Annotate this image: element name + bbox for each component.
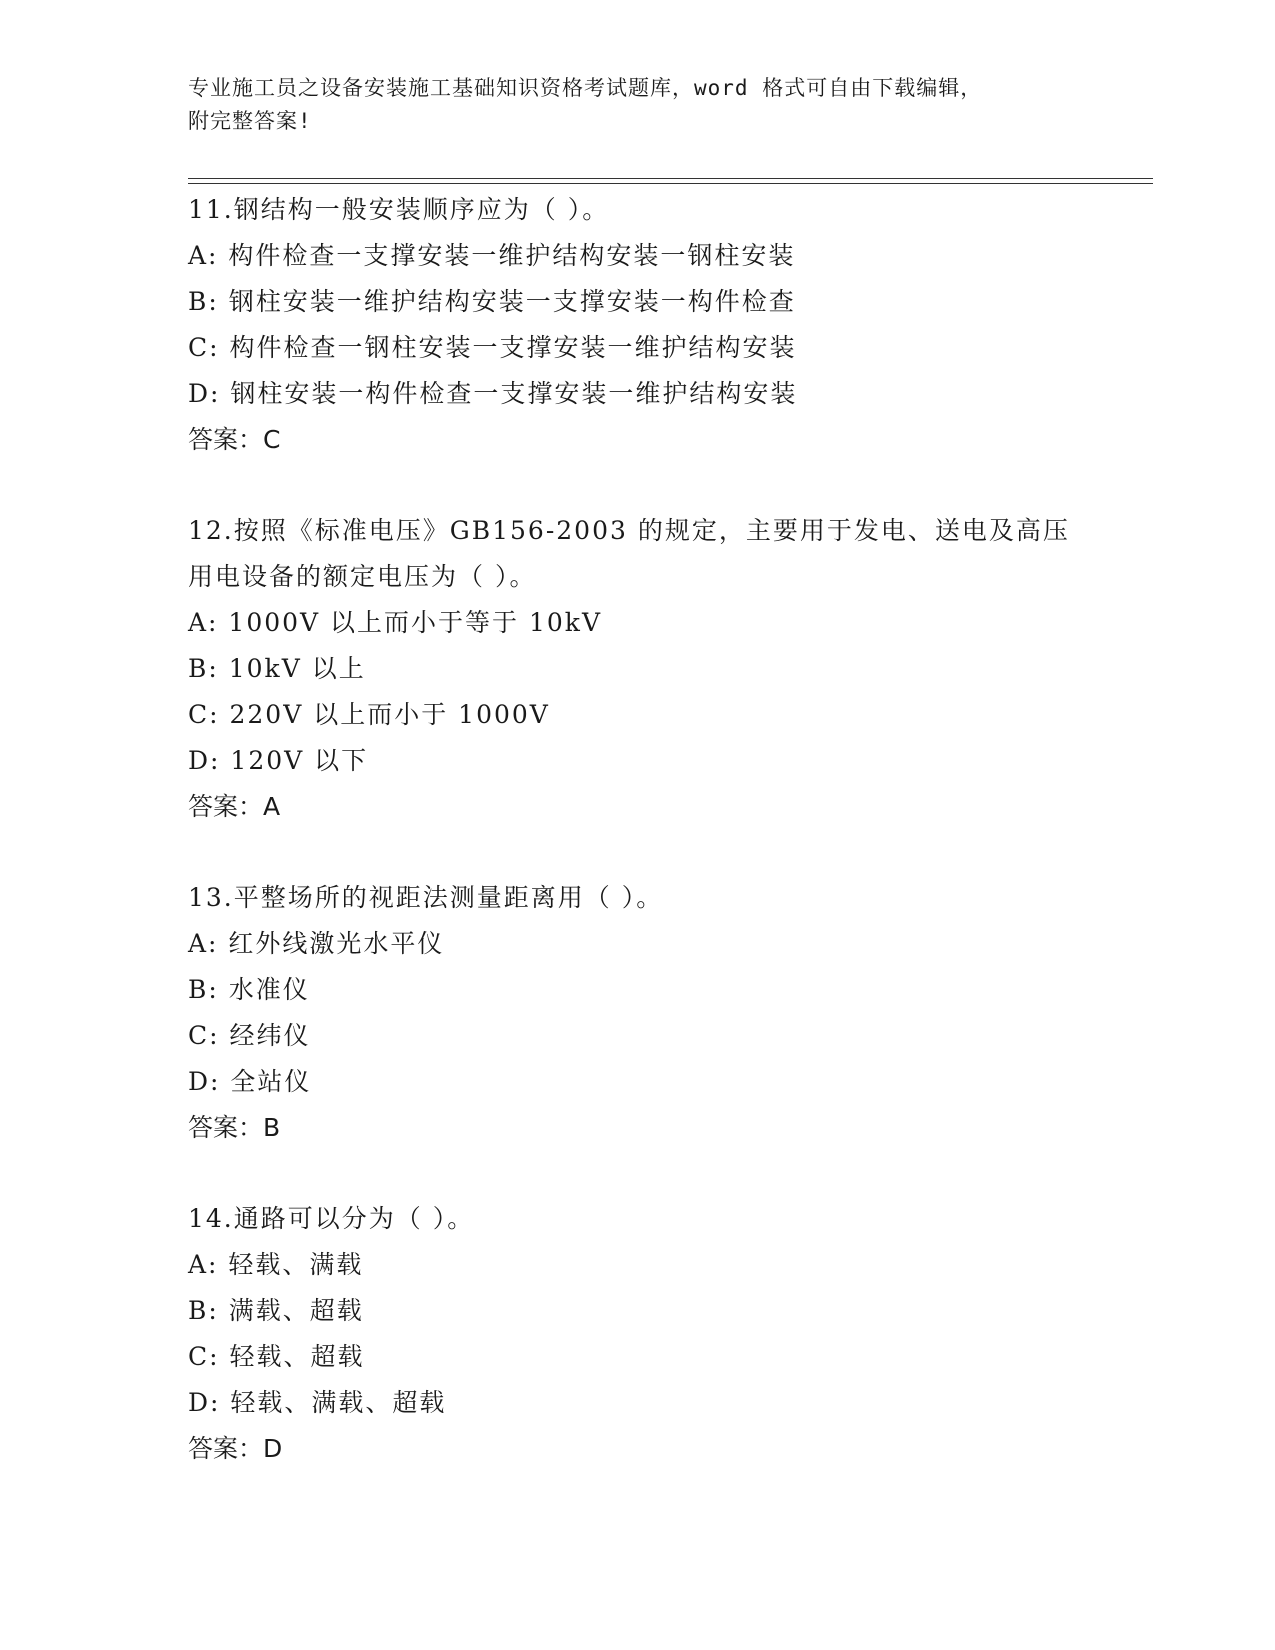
answer-line: 答案：D <box>188 1434 283 1463</box>
header-divider-bottom <box>188 183 1153 184</box>
option-d: D: 轻载、满载、超载 <box>188 1388 447 1417</box>
question-stem: 11.钢结构一般安装顺序应为（ ）。 <box>188 195 610 224</box>
option-b: B: 钢柱安装一维护结构安装一支撑安装一构件检查 <box>188 287 796 316</box>
question-14 <box>188 1196 1153 1472</box>
question-stem: 14.通路可以分为（ ）。 <box>188 1204 475 1233</box>
option-c: C: 轻载、超载 <box>188 1342 365 1371</box>
answer-line: 答案：A <box>188 792 281 821</box>
option-c: C: 220V 以上而小于 1000V <box>188 700 550 729</box>
option-a: A: 构件检查一支撑安装一维护结构安装一钢柱安装 <box>188 241 796 270</box>
question-stem: 13.平整场所的视距法测量距离用（ ）。 <box>188 883 664 912</box>
question-12 <box>188 508 1153 830</box>
option-b: B: 水准仪 <box>188 975 310 1004</box>
option-b: B: 满载、超载 <box>188 1296 364 1325</box>
option-c: C: 构件检查一钢柱安装一支撑安装一维护结构安装 <box>188 333 797 362</box>
answer-line: 答案：B <box>188 1113 281 1142</box>
option-b: B: 10kV 以上 <box>188 654 366 683</box>
option-a: A: 轻载、满载 <box>188 1250 364 1279</box>
header-divider-top <box>188 178 1153 179</box>
question-list <box>188 187 1153 1517</box>
header-line-2: 附完整答案! <box>188 109 312 133</box>
document-header <box>188 72 1088 138</box>
option-d: D: 钢柱安装一构件检查一支撑安装一维护结构安装 <box>188 379 798 408</box>
option-a: A: 1000V 以上而小于等于 10kV <box>188 608 603 637</box>
option-d: D: 全站仪 <box>188 1067 312 1096</box>
header-line-1: 专业施工员之设备安装施工基础知识资格考试题库，word 格式可自由下载编辑， <box>188 76 983 100</box>
question-stem-continued: 用电设备的额定电压为（ ）。 <box>188 562 537 591</box>
question-11 <box>188 187 1153 463</box>
option-a: A: 红外线激光水平仪 <box>188 929 445 958</box>
answer-line: 答案：C <box>188 425 281 454</box>
question-stem: 12.按照《标准电压》GB156-2003 的规定，主要用于发电、送电及高压 <box>188 516 1070 545</box>
option-c: C: 经纬仪 <box>188 1021 311 1050</box>
question-13 <box>188 875 1153 1151</box>
option-d: D: 120V 以下 <box>188 746 369 775</box>
